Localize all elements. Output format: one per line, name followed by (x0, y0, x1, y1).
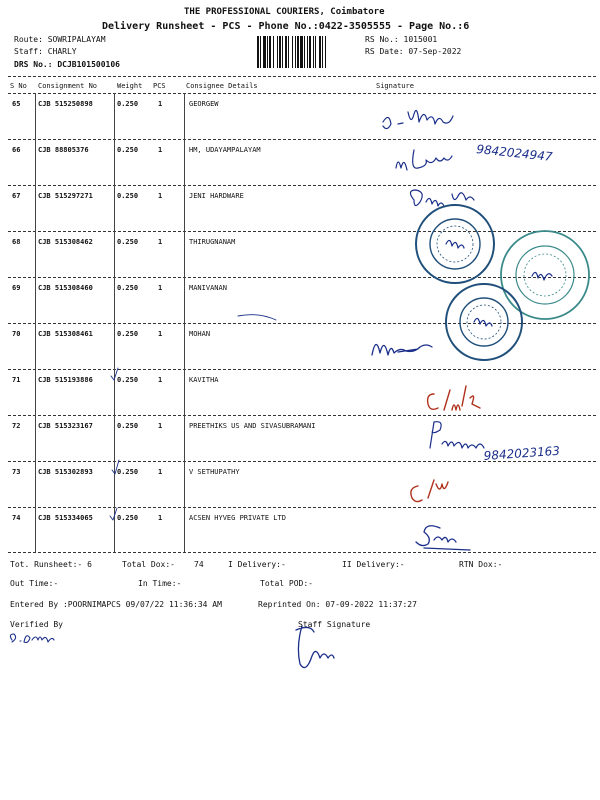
row-pcs: 1 (158, 422, 163, 430)
row-consignee: HM, UDAYAMPALAYAM (189, 146, 261, 154)
signature-scribble (372, 344, 432, 355)
signature-scribble (428, 386, 480, 410)
row-consignment: CJB 515308462 (38, 238, 93, 246)
col-header-consignee: Consignee Details (186, 82, 258, 90)
verified-by: Verified By (10, 620, 63, 629)
signature-scribble (411, 480, 448, 502)
row-pcs: 1 (158, 468, 163, 476)
row-weight: 0.250 (117, 422, 139, 430)
row-consignee: THIRUGNANAM (189, 238, 236, 246)
row-consignee: MANIVANAN (189, 284, 227, 292)
row-weight: 0.250 (117, 146, 139, 154)
row-pcs: 1 (158, 146, 163, 154)
signature-scribble (410, 190, 474, 206)
signature-scribble (396, 150, 452, 170)
company-title: THE PROFESSIONAL COURIERS, Coimbatore (184, 7, 385, 17)
row-pcs: 1 (158, 100, 163, 108)
total-dox-label: Total Dox:- (122, 560, 175, 569)
row-pcs: 1 (158, 376, 163, 384)
row-pcs: 1 (158, 192, 163, 200)
row-weight: 0.250 (117, 192, 139, 200)
row-weight: 0.250 (117, 376, 139, 384)
row-sno: 69 (12, 284, 21, 292)
row-weight: 0.250 (117, 100, 139, 108)
row-consignment: CJB 88805376 (38, 146, 89, 154)
row-consignment: CJB 515250898 (38, 100, 93, 108)
tick-mark (111, 368, 118, 380)
staff-signature-label: Staff Signature (298, 620, 371, 629)
signature-scribble (383, 110, 453, 128)
row-consignee: KAVITHA (189, 376, 219, 384)
total-dox-value: 74 (194, 560, 204, 569)
rtn-dox: RTN Dox:- (459, 560, 503, 569)
company-stamp (446, 284, 522, 360)
route-label: Route: SOWRIPALAYAM (14, 35, 106, 44)
row-sno: 70 (12, 330, 21, 338)
row-pcs: 1 (158, 330, 163, 338)
out-time: Out Time:- (10, 579, 59, 588)
row-consignment: CJB 515323167 (38, 422, 93, 430)
row-sno: 67 (12, 192, 21, 200)
signature-scribble (430, 422, 484, 448)
row-sno: 73 (12, 468, 21, 476)
row-sno: 72 (12, 422, 21, 430)
second-delivery: II Delivery:- (342, 560, 405, 569)
col-header-pcs: PCS (153, 82, 166, 90)
rs-date: RS Date: 07-Sep-2022 (365, 47, 462, 56)
tick-mark (110, 508, 117, 520)
row-consignee: MOHAN (189, 330, 211, 338)
row-weight: 0.250 (117, 468, 139, 476)
company-stamp (501, 231, 589, 319)
row-sno: 74 (12, 514, 21, 522)
total-runsheet: Tot. Runsheet:- 6 (10, 560, 92, 569)
row-consignment: CJB 515297271 (38, 192, 93, 200)
row-consignment: CJB 515308460 (38, 284, 93, 292)
in-time: In Time:- (138, 579, 182, 588)
entered-by: Entered By :POORNIMAPCS 09/07/22 11:36:34 AM (10, 600, 222, 609)
col-header-sno: S No (10, 82, 27, 90)
staff-signature-scribble (296, 626, 334, 668)
row-sno: 66 (12, 146, 21, 154)
verified-signature (10, 634, 54, 643)
handwritten-phone: 9842024947 (475, 142, 554, 164)
reprinted-on: Reprinted On: 07-09-2022 11:37:27 (258, 600, 417, 609)
col-header-consignment: Consignment No (38, 82, 98, 90)
row-consignee: V SETHUPATHY (189, 468, 240, 476)
signature-scribble (416, 526, 470, 550)
row-consignee: JENI HARDWARE (189, 192, 244, 200)
rs-number: RS No.: 1015001 (365, 35, 438, 44)
row-sno: 71 (12, 376, 21, 384)
handwritten-phone: 9842023163 (483, 443, 561, 463)
row-pcs: 1 (158, 284, 163, 292)
row-consignee: GEORGEW (189, 100, 219, 108)
row-weight: 0.250 (117, 238, 139, 246)
drs-number: DRS No.: DCJB101500106 (14, 60, 120, 69)
row-consignee: ACSEN HYVEG PRIVATE LTD (189, 514, 286, 522)
pen-stroke (238, 315, 276, 320)
row-consignment: CJB 515308461 (38, 330, 93, 338)
row-consignment: CJB 515302893 (38, 468, 93, 476)
row-weight: 0.250 (117, 514, 139, 522)
first-delivery: I Delivery:- (228, 560, 286, 569)
row-pcs: 1 (158, 238, 163, 246)
staff-label: Staff: CHARLY (14, 47, 77, 56)
col-header-signature: Signature (376, 82, 414, 90)
row-consignment: CJB 515193886 (38, 376, 93, 384)
company-stamp (416, 205, 494, 283)
col-header-weight: Weight (117, 82, 143, 90)
row-consignment: CJB 515334065 (38, 514, 93, 522)
row-sno: 65 (12, 100, 21, 108)
row-weight: 0.250 (117, 284, 139, 292)
total-pod: Total POD:- (260, 579, 313, 588)
row-weight: 0.250 (117, 330, 139, 338)
row-pcs: 1 (158, 514, 163, 522)
row-sno: 68 (12, 238, 21, 246)
tick-mark (112, 460, 119, 474)
runsheet-title: Delivery Runsheet - PCS - Phone No.:0422-3505555 - Page No.:6 (102, 21, 470, 32)
row-consignee: PREETHIKS US AND SIVASUBRAMANI (189, 422, 316, 430)
